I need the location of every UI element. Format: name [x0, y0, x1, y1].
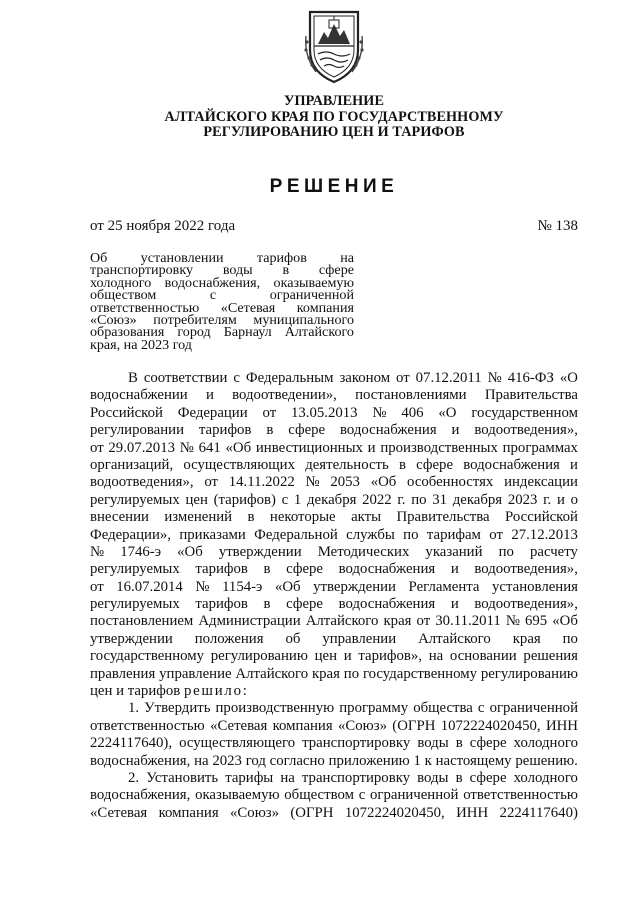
word: соответствии [143, 370, 228, 386]
word: «Об [552, 613, 578, 630]
word: 1 [293, 491, 302, 508]
word: в [282, 262, 290, 279]
word: некоторые [269, 509, 336, 526]
word: осуществляющего [179, 735, 296, 752]
word: сфере [286, 596, 323, 613]
word: регулируемых [90, 491, 180, 508]
preamble-line [90, 387, 578, 404]
word: цен [314, 648, 338, 665]
word: Правительства [484, 387, 578, 404]
word: водоснабжении [90, 387, 188, 404]
word: акты [351, 509, 382, 526]
word: № [179, 439, 194, 456]
preamble-line [90, 422, 578, 439]
word: «Сетевая [90, 804, 148, 821]
word: ответственностью [90, 717, 205, 734]
word: в [263, 561, 271, 578]
item-1-line [90, 753, 578, 770]
word: Регламента [408, 578, 480, 595]
word: 641 [198, 439, 221, 456]
word: службы [346, 526, 395, 543]
word: оказываемую [195, 787, 280, 804]
word: в [247, 509, 255, 526]
word: государственному [362, 665, 477, 682]
word: края [311, 665, 340, 682]
word: постановлением [90, 613, 194, 630]
preamble-line [90, 631, 578, 648]
word: и [343, 648, 352, 665]
word: и [570, 456, 578, 473]
word: транспортировку [302, 735, 411, 752]
word: с [233, 370, 240, 386]
word: к [424, 752, 432, 769]
word: тарифов [195, 561, 248, 578]
word: 1072224020450, [440, 717, 541, 734]
word: «О [559, 370, 578, 386]
word: регулируемых [90, 596, 180, 613]
word: «Сетевая [210, 717, 268, 734]
word: Алтайского [418, 630, 491, 647]
preamble-line [90, 648, 578, 665]
word: холодного [513, 769, 578, 786]
word: Российской [90, 404, 163, 421]
item-1-line [90, 735, 578, 752]
word: по [403, 526, 419, 543]
word: водоснабжения [338, 596, 436, 613]
word: тарифам [426, 526, 481, 543]
word: приказами [179, 526, 246, 543]
word: № [195, 578, 210, 595]
word: индексации [504, 474, 578, 491]
word: транспортировку [90, 262, 194, 279]
word: и [556, 491, 565, 508]
word: регулированию [210, 648, 308, 665]
word: г. [543, 491, 552, 508]
word: законом [339, 370, 391, 386]
preamble-line [90, 579, 578, 596]
word: 31 [432, 491, 448, 508]
word: и [205, 387, 214, 404]
word: воды [417, 735, 449, 752]
word: 2023 [212, 752, 242, 769]
word: Федеральным [245, 370, 334, 386]
word: об [285, 630, 301, 647]
word: водоснабжения, [90, 787, 191, 804]
word: 30.11.2011 [435, 613, 501, 630]
word: сфере [288, 422, 326, 439]
item-1-line [90, 700, 578, 717]
word: управление [159, 665, 232, 682]
word: настоящему [435, 752, 512, 769]
word: на [340, 250, 354, 266]
word: № [90, 543, 105, 560]
preamble-line [90, 405, 578, 422]
word: 14.11.2022 [228, 474, 295, 491]
word: 1746-э [120, 543, 162, 560]
document-type-title: РЕШЕНИЕ [269, 176, 399, 197]
word: декабря [452, 491, 503, 508]
word: Алтайского [235, 665, 309, 682]
word: от [416, 613, 431, 630]
item-1-line [90, 718, 578, 735]
word: 416-ФЗ [507, 370, 554, 386]
word: № [372, 404, 387, 421]
word: ограниченной [370, 787, 459, 804]
word: тарифов [256, 250, 307, 266]
word: водоснабжения [463, 456, 560, 473]
word: «Об [225, 439, 252, 456]
item-2-line [90, 805, 578, 822]
word: (ОГРН [290, 804, 334, 821]
word: управлении [322, 630, 397, 647]
word: ИНН [456, 804, 489, 821]
word: программу [339, 700, 409, 717]
word: на [280, 769, 295, 786]
word: в [455, 735, 463, 752]
word: Федеральной [254, 526, 338, 543]
word: регулировании [90, 422, 184, 439]
word: 16.07.2014 [116, 578, 183, 595]
word: 1072224020450, [344, 804, 445, 821]
word: с [477, 700, 485, 717]
word: производственных [380, 439, 498, 456]
word: организаций, [90, 456, 174, 473]
subject-line: края, на 2023 год [90, 336, 192, 353]
word: город [177, 324, 211, 341]
word: в [398, 456, 406, 473]
preamble-line [90, 509, 578, 526]
word: инвестиционных [255, 439, 363, 456]
word: год [245, 752, 266, 769]
word: от [489, 526, 503, 543]
word: ограниченной [269, 287, 354, 304]
preamble-line [90, 561, 578, 578]
word: «Союз» [230, 804, 279, 821]
preamble-last-line [90, 683, 578, 700]
word: водоснабжения [338, 561, 436, 578]
word: осуществляющих [183, 456, 295, 473]
word: от [396, 370, 410, 386]
word: водоснабжения [340, 422, 437, 439]
word: утверждении [90, 630, 173, 647]
org-line: АЛТАЙСКОГО КРАЯ ПО ГОСУДАРСТВЕННОМУ [164, 108, 504, 125]
word: оказываемую [273, 274, 354, 291]
word: правления [90, 665, 156, 682]
word: водоотведения», [474, 422, 578, 439]
word: регулируемых [90, 561, 180, 578]
word: согласно [269, 752, 325, 769]
organization-name [90, 94, 578, 141]
word: «О [438, 404, 457, 421]
word: «Союз» [90, 311, 137, 328]
preamble-line [90, 457, 578, 474]
org-line: УПРАВЛЕНИЕ [283, 93, 385, 109]
word: на [428, 648, 444, 665]
word: 2022 [362, 491, 392, 508]
word: муниципального [253, 311, 354, 328]
word: Правительства [396, 509, 490, 526]
word: производственную [215, 700, 335, 717]
preamble-line [90, 544, 578, 561]
word: потребителям [153, 311, 237, 328]
word: обществом [284, 787, 354, 804]
word: «Об [177, 543, 203, 560]
word: водоотведения», [474, 561, 578, 578]
word: в [455, 769, 463, 786]
word: ограниченной [489, 700, 578, 717]
word: указаний [425, 543, 483, 560]
word: Федерации», [90, 526, 171, 543]
word: на [194, 752, 209, 769]
preamble-line [90, 370, 578, 387]
document-subject [90, 252, 354, 351]
word: особенностях [407, 474, 494, 491]
word: от [262, 404, 277, 421]
word: В [128, 370, 138, 386]
word: компания [158, 804, 219, 821]
word: сфере [416, 456, 454, 473]
word: с [358, 787, 366, 804]
word: по [562, 630, 578, 647]
resolved-word: решило: [183, 683, 249, 700]
preamble-line [90, 492, 578, 509]
word: 1. [128, 700, 140, 717]
word: «Союз» [338, 717, 387, 734]
word: тарифов», [358, 648, 422, 665]
coat-of-arms-icon [302, 6, 366, 86]
word: Алтайского [305, 613, 379, 630]
word: по [411, 491, 427, 508]
word: основании [449, 648, 517, 665]
item-2-line [90, 770, 578, 787]
item-2-paragraph [90, 770, 578, 822]
org-line: РЕГУЛИРОВАНИЮ ЦЕН И ТАРИФОВ [203, 124, 465, 140]
word: компания [272, 717, 333, 734]
word: декабря [307, 491, 357, 508]
word: о [570, 491, 578, 508]
word: Администрации [198, 613, 301, 630]
word: от [90, 578, 104, 595]
word: воды [417, 769, 449, 786]
word: «Сетевая [220, 299, 276, 316]
preamble-line [90, 666, 578, 683]
word: изменений [164, 509, 233, 526]
word: (тарифов) [213, 491, 276, 508]
word: в [263, 596, 271, 613]
word: 2. [128, 769, 140, 786]
word: государственному [90, 648, 205, 665]
word: ИНН [545, 717, 578, 734]
word: Методических [317, 543, 410, 560]
word: холодного [513, 735, 578, 752]
word: с [281, 491, 289, 508]
word: края [512, 630, 541, 647]
word: государственном [471, 404, 578, 421]
word: образования [90, 324, 165, 341]
item-1-paragraph [90, 700, 578, 770]
word: тарифов [195, 596, 248, 613]
document-number: № 138 [537, 218, 578, 234]
word: воды [222, 262, 253, 279]
word: Барнаул [223, 324, 272, 341]
word: Российской [505, 509, 578, 526]
word: решению. [515, 752, 578, 769]
word: общества [413, 700, 473, 717]
word: расчету [529, 543, 578, 560]
word: регулированию [480, 665, 578, 682]
word: установления [492, 578, 578, 595]
word: водоотведении», [232, 387, 337, 404]
word: транспортировку [301, 769, 411, 786]
item-2-line [90, 787, 578, 804]
word: холодного [90, 274, 152, 291]
word: сфере [469, 735, 507, 752]
word: Утвердить [144, 700, 211, 717]
word: от [90, 439, 104, 456]
preamble-line [90, 474, 578, 491]
word: с [209, 287, 217, 304]
word: положения [194, 630, 264, 647]
word: установлении [140, 250, 224, 266]
word: водоснабжения, [164, 274, 261, 291]
word: № [487, 370, 502, 386]
preamble-line [90, 613, 578, 630]
word: деятельность [305, 456, 389, 473]
word: по [343, 665, 360, 682]
document-date: от 25 ноября 2022 года [90, 218, 236, 234]
preamble-line [90, 440, 578, 457]
preamble-paragraph [90, 370, 578, 683]
word: 2224117640), [90, 735, 173, 752]
word: водоснабжения, [90, 752, 191, 769]
word: 1 [413, 752, 421, 769]
word: программах [502, 439, 578, 456]
word: 27.12.2013 [511, 526, 578, 543]
word: постановлениями [355, 387, 467, 404]
word: цен [185, 491, 208, 508]
word: утверждении [218, 543, 302, 560]
word: и [367, 439, 376, 456]
word: водоотведения», [90, 474, 194, 491]
word: от [204, 474, 218, 491]
word: 2053 [330, 474, 360, 491]
word: тарифы [225, 769, 274, 786]
word: и [450, 596, 459, 613]
word: сфере [469, 769, 507, 786]
word: (ОГРН [392, 717, 436, 734]
word: тарифов [198, 422, 252, 439]
word: 695 [525, 613, 548, 630]
word: 2224117640) [499, 804, 578, 821]
word: и [450, 561, 459, 578]
preamble-tail: цен и тарифов [90, 683, 184, 700]
word: утверждении [313, 578, 396, 595]
word: 1154-э [222, 578, 263, 595]
word: 07.12.2011 [415, 370, 482, 386]
word: края [383, 613, 412, 630]
preamble-line [90, 527, 578, 544]
preamble-line [90, 596, 578, 613]
word: сфере [286, 561, 323, 578]
word: г. [397, 491, 406, 508]
word: и [451, 422, 460, 439]
word: водоотведения», [474, 596, 578, 613]
word: Об [90, 250, 108, 266]
word: приложению [328, 752, 410, 769]
word: «Об [370, 474, 397, 491]
word: компания [296, 299, 354, 316]
word: 13.05.2013 [290, 404, 358, 421]
word: № [505, 613, 520, 630]
word: Федерации [177, 404, 248, 421]
word: решения [523, 648, 578, 665]
word: ответственностью [90, 299, 200, 316]
word: 406 [401, 404, 424, 421]
word: обществом [90, 287, 157, 304]
word: по [498, 543, 514, 560]
document-body [90, 370, 578, 822]
word: в [266, 422, 274, 439]
word: ответственностью [463, 787, 578, 804]
word: внесении [90, 509, 149, 526]
word: 2023 [507, 491, 538, 508]
word: Установить [146, 769, 219, 786]
word: № [305, 474, 320, 491]
word: сфере [318, 262, 354, 279]
word: 29.07.2013 [108, 439, 175, 456]
word: «Об [274, 578, 301, 595]
word: Алтайского [284, 324, 354, 341]
